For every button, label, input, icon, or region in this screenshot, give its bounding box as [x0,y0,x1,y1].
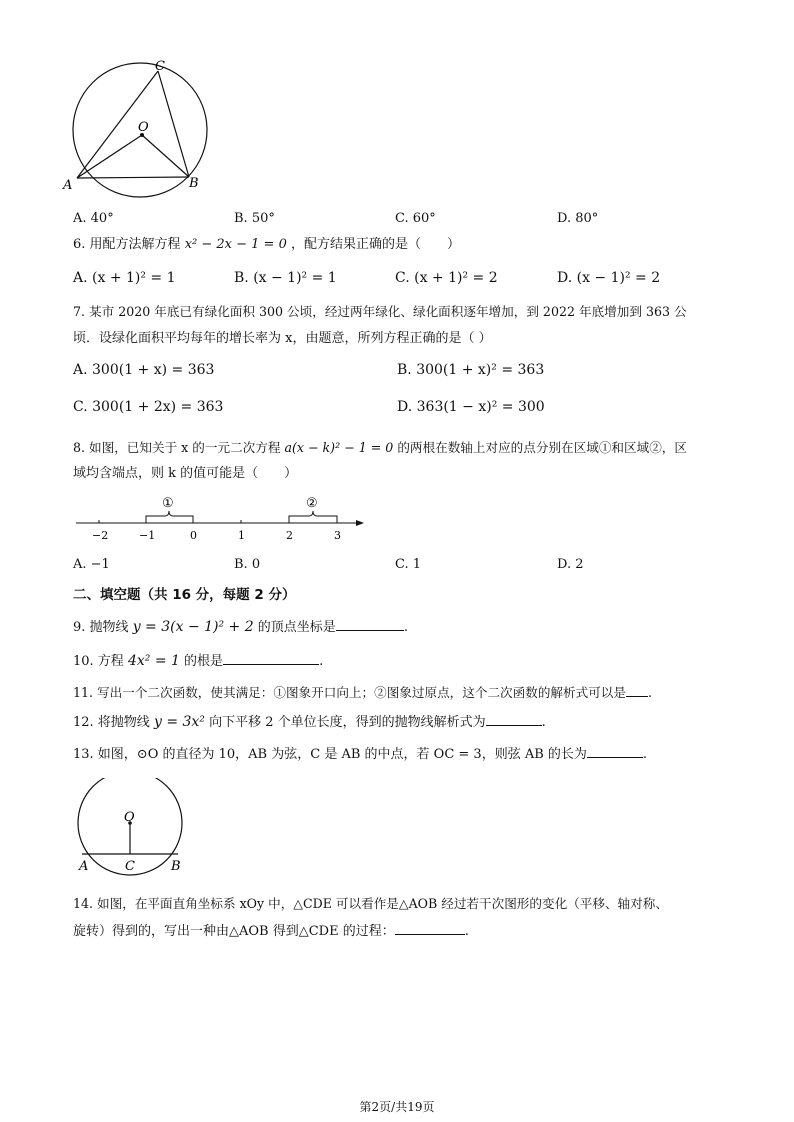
tick-label: −2 [92,529,109,542]
q7-option-c: C. 300(1 + 2x) = 363 [73,399,224,415]
section-title: 二、填空题（共 16 分，每题 2 分） [73,587,296,603]
q6-option-c: C. (x + 1)² = 2 [395,270,498,286]
q6-stem-post: ，配方结果正确的是（ ） [291,237,461,252]
answer-blank [395,922,465,935]
q11-text: 11. 写出一个二次函数，使其满足：①图象开口向上；②图象过原点，这个二次函数的解析式可以是 [73,685,626,700]
label-c: C [125,859,135,874]
q14-line2-text: 旋转）得到的，写出一种由△AOB 得到△CDE 的过程： [73,924,395,939]
q6-option-d: D. (x − 1)² = 2 [557,270,661,286]
q8-number-line [72,493,372,548]
answer-blank [486,713,542,726]
q12-eq: y = 3x² [153,714,205,730]
label-c: C [155,59,165,74]
answer-blank [626,684,648,697]
q10-eq: 4x² = 1 [127,653,180,669]
region-1-label: ① [162,496,174,511]
q5-option-a: A. 40° [73,211,114,226]
label-a: A [79,859,89,874]
q10-post: 的根是 [184,654,224,669]
tick-label: 3 [334,529,341,542]
label-a: A [63,178,73,193]
q6-option-b: B. (x − 1)² = 1 [234,270,337,286]
q7-line2: 顷．设绿化面积平均每年的增长率为 x，由题意，所列方程正确的是（ ） [73,331,492,346]
q6-stem-eq: x² − 2x − 1 = 0 [184,237,287,252]
q10-pre: 10. 方程 [73,654,124,669]
q10-stem: 10. 方程 4x² = 1 的根是 . [73,653,324,669]
q6-option-a: A. (x + 1)² = 1 [73,270,176,286]
q8-option-d: D. 2 [557,557,584,572]
answer-blank [336,618,404,631]
q11-stem: 11. 写出一个二次函数，使其满足：①图象开口向上；②图象过原点，这个二次函数的解析式可以是 . [73,685,652,700]
q9-eq: y = 3(x − 1)² + 2 [132,619,254,635]
q8-line2: 域均含端点，则 k 的值可能是（ ） [73,466,298,481]
label-o: O [138,120,149,135]
q14-line2: 旋转）得到的，写出一种由△AOB 得到△CDE 的过程： . [73,924,469,939]
region-2-label: ② [306,496,318,511]
q14-line1: 14. 如图，在平面直角坐标系 xOy 中，△CDE 可以看作是△AOB 经过若干次图形的变化（平移、轴对称、 [73,896,668,911]
q5-figure [60,58,220,198]
q8-option-c: C. 1 [395,557,422,572]
q7-option-a: A. 300(1 + x) = 363 [73,362,215,378]
tick-label: −1 [139,529,156,542]
answer-blank [223,652,319,665]
tick-label: 1 [238,529,245,542]
q5-option-b: B. 50° [234,211,275,226]
q6-stem-pre: 6. 用配方法解方程 [73,237,181,252]
tick-label: 2 [286,529,293,542]
q8-line1-post: 的两根在数轴上对应的点分别在区域①和区域②，区 [397,440,687,455]
q12-post: 向下平移 2 个单位长度，得到的抛物线解析式为 [209,715,486,730]
q13-text: 13. 如图，⊙O 的直径为 10，AB 为弦，C 是 AB 的中点，若 OC = 3，则弦 AB 的长为 [73,747,587,762]
q6-stem [73,236,460,254]
q9-post: 的顶点坐标是 [257,620,336,635]
q7-option-b: B. 300(1 + x)² = 363 [397,362,545,378]
q8-line1-eq: a(x − k)² − 1 = 0 [284,440,394,455]
q8-option-b: B. 0 [234,557,261,572]
q9-pre: 9. 抛物线 [73,620,129,635]
q7-option-d: D. 363(1 − x)² = 300 [397,399,545,415]
q12-stem: 12. 将抛物线 y = 3x² 向下平移 2 个单位长度，得到的抛物线解析式为 . [73,714,546,730]
q8-line1 [73,439,687,457]
q12-pre: 12. 将抛物线 [73,715,150,730]
q13-figure [72,778,192,876]
label-b: B [171,859,181,874]
label-b: B [189,176,199,191]
q13-stem: 13. 如图，⊙O 的直径为 10，AB 为弦，C 是 AB 的中点，若 OC = 3，则弦 AB 的长为 . [73,747,648,762]
q5-option-c: C. 60° [395,211,436,226]
label-o: O [124,810,135,825]
q8-line1-pre: 8. 如图，已知关于 x 的一元二次方程 [73,440,281,455]
q9-stem: 9. 抛物线 y = 3(x − 1)² + 2 的顶点坐标是 . [73,619,408,635]
tick-label: 0 [190,529,197,542]
q7-line1: 7. 某市 2020 年底已有绿化面积 300 公顷，经过两年绿化、绿化面积逐年增加，到 2022 年底增加到 363 公 [73,304,687,319]
q8-option-a: A. −1 [73,557,110,572]
q5-option-d: D. 80° [557,211,599,226]
page-footer: 第2页/共19页 [359,1100,435,1114]
answer-blank [587,745,643,758]
